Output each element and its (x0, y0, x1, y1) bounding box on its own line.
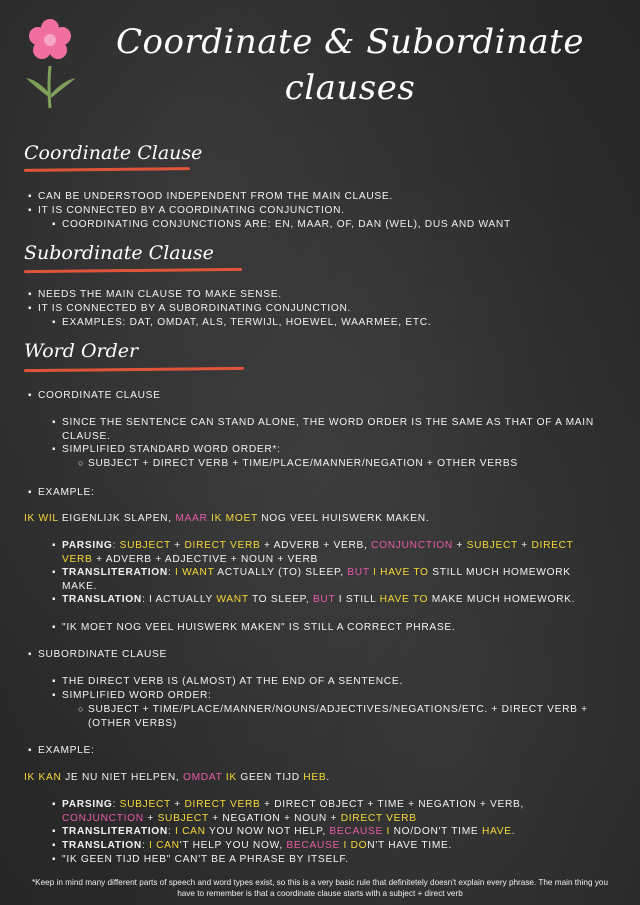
seg: JE NU NIET HELPEN, (61, 772, 183, 783)
seg: IK WIL (24, 513, 59, 524)
coord-order: ○ SUBJECT + DIRECT VERB + TIME/PLACE/MANNER/NEGATION + OTHER VERBS (88, 457, 518, 471)
coordinate-item-2: ▪ IT IS CONNECTED BY A COORDINATING CONJUNCTION. (38, 204, 345, 218)
coord-point-1: ▪ SINCE THE SENTENCE CAN STAND ALONE, THE WORD ORDER IS THE SAME AS THAT OF A MAIN CLAUSE. (62, 416, 602, 443)
subordinate-heading: Subordinate Clause (24, 242, 214, 264)
seg: HAVE (481, 826, 512, 837)
seg: GEEN TIJD (236, 772, 304, 783)
seg: YOU NOW NOT HELP, (205, 826, 330, 837)
sub-label: ▪ SUBORDINATE CLAUSE (38, 648, 167, 662)
seg: HAVE TO (379, 594, 429, 605)
seg: : (112, 799, 120, 810)
subordinate-underline (24, 268, 242, 273)
seg: PARSING (62, 799, 113, 810)
coord-point-2: ▪ SIMPLIFIED STANDARD WORD ORDER*: (62, 443, 281, 457)
seg: IK KAN (24, 772, 62, 783)
seg: I HAVE TO (373, 567, 429, 578)
subordinate-item-3: ▪ EXAMPLES: DAT, OMDAT, ALS, TERWIJL, HOEWEL, WAARMEE, ETC. (62, 316, 431, 330)
flower-icon (22, 16, 82, 112)
seg: TRANSLATION (62, 594, 142, 605)
seg: + (517, 540, 532, 551)
seg: I CAN (149, 840, 180, 851)
seg: DIRECT VERB (62, 540, 574, 565)
coordinate-heading: Coordinate Clause (24, 142, 203, 164)
seg: : (167, 567, 176, 578)
seg: NO/DON'T TIME (390, 826, 482, 837)
sub-order: ○ SUBJECT + TIME/PLACE/MANNER/NOUNS/ADJECTIVES/NEGATIONS/ETC. + DIRECT VERB + (OTHER VERBS) (88, 703, 588, 730)
coordinate-item-3: ▪ COORDINATING CONJUNCTIONS ARE: EN, MAAR, OF, DAN (WEL), DUS AND WANT (62, 218, 511, 232)
seg: 'T HELP YOU NOW, (179, 840, 287, 851)
seg: BUT (347, 567, 370, 578)
sub-translation (62, 839, 452, 853)
seg: DIRECT VERB (184, 799, 261, 810)
seg: + ADVERB + ADJECTIVE + NOUN + VERB (92, 553, 319, 565)
coord-transliteration (62, 566, 602, 593)
sub-note: ▪ "IK GEEN TIJD HEB" CAN'T BE A PHRASE BY ITSELF. (62, 853, 349, 867)
seg: : I ACTUALLY (141, 594, 217, 605)
seg: BUT (312, 594, 336, 605)
page-title (80, 22, 620, 108)
sub-example-sentence (24, 771, 330, 785)
title-line-1: Coordinate & Subordinate (116, 22, 584, 62)
seg: I DO (343, 840, 368, 851)
seg: TO SLEEP, (248, 594, 313, 605)
seg: + (143, 812, 158, 824)
seg: MAKE MUCH HOMEWORK. (428, 594, 576, 605)
coordinate-underline (24, 167, 190, 172)
seg: SUBJECT (466, 540, 518, 551)
coord-example-sentence (24, 512, 429, 526)
seg: IK (225, 772, 237, 783)
seg: SUBJECT (119, 540, 171, 551)
coord-label: ▪ COORDINATE CLAUSE (38, 389, 161, 403)
seg: TRANSLATION (62, 840, 142, 851)
coord-translation (62, 593, 602, 607)
seg: I (386, 826, 391, 837)
seg: + (452, 540, 467, 551)
word-order-underline (24, 367, 244, 372)
title-line-2: clauses (284, 68, 416, 108)
seg: : (141, 840, 150, 851)
seg: OMDAT (182, 772, 223, 783)
subordinate-item-2: ▪ IT IS CONNECTED BY A SUBORDINATING CONJUNCTION. (38, 302, 351, 316)
seg: : (112, 540, 120, 551)
sub-point-1: ▪ THE DIRECT VERB IS (ALMOST) AT THE END OF A SENTENCE. (62, 675, 403, 689)
seg: I WANT (175, 567, 215, 578)
seg: PARSING (62, 540, 113, 551)
seg: + DIRECT OBJECT + TIME + NEGATION + VERB, (260, 799, 525, 810)
seg: BECAUSE (329, 826, 383, 837)
seg: CONJUNCTION (371, 540, 453, 551)
sub-example-label: ▪ EXAMPLE: (38, 744, 95, 758)
seg: EIGENLIJK SLAPEN, (58, 513, 176, 524)
seg: DIRECT VERB (340, 812, 417, 824)
footnote: *Keep in mind many different parts of speech and word types exist, so this is a very basic rule that definitetely doesn't explain every phrase. The main thing you have to remember is that a coordinate clause starts with a subject + direct verb (31, 878, 609, 898)
seg: + (170, 799, 185, 810)
word-order-heading: Word Order (24, 340, 139, 362)
seg: SUBJECT (119, 799, 171, 810)
seg: IK MOET (211, 513, 258, 524)
seg: . (326, 772, 330, 783)
seg: TRANSLITERATION (62, 826, 168, 837)
seg: HEB (303, 772, 327, 783)
seg: ACTUALLY (TO) SLEEP, (214, 567, 348, 578)
seg: NOG VEEL HUISWERK MAKEN. (257, 513, 430, 524)
seg: + (170, 540, 185, 551)
seg: N'T HAVE TIME. (367, 840, 453, 851)
seg: SUBJECT (157, 812, 209, 824)
seg: CONJUNCTION (62, 812, 144, 824)
seg: STILL MUCH HOMEWORK MAKE. (62, 567, 571, 592)
seg: WANT (216, 594, 249, 605)
seg: . (511, 826, 516, 837)
coordinate-item-1: ▪ CAN BE UNDERSTOOD INDEPENDENT FROM THE MAIN CLAUSE. (38, 190, 393, 204)
seg: MAAR (175, 513, 208, 524)
seg: : (167, 826, 176, 837)
sub-parsing (62, 798, 602, 825)
seg: BECAUSE (286, 840, 340, 851)
coord-note: ▪ "IK MOET NOG VEEL HUISWERK MAKEN" IS STILL A CORRECT PHRASE. (62, 621, 455, 635)
coord-example-label: ▪ EXAMPLE: (38, 486, 95, 500)
subordinate-item-1: ▪ NEEDS THE MAIN CLAUSE TO MAKE SENSE. (38, 288, 282, 302)
sub-transliteration (62, 825, 515, 839)
seg: I CAN (175, 826, 206, 837)
sub-point-2: ▪ SIMPLIFIED WORD ORDER: (62, 689, 212, 703)
seg: + NEGATION + NOUN + (208, 812, 341, 824)
coord-parsing (62, 539, 602, 566)
seg: DIRECT VERB (184, 540, 261, 551)
seg: TRANSLITERATION (62, 567, 168, 578)
seg: I STILL (335, 594, 380, 605)
seg: + ADVERB + VERB, (260, 540, 372, 551)
